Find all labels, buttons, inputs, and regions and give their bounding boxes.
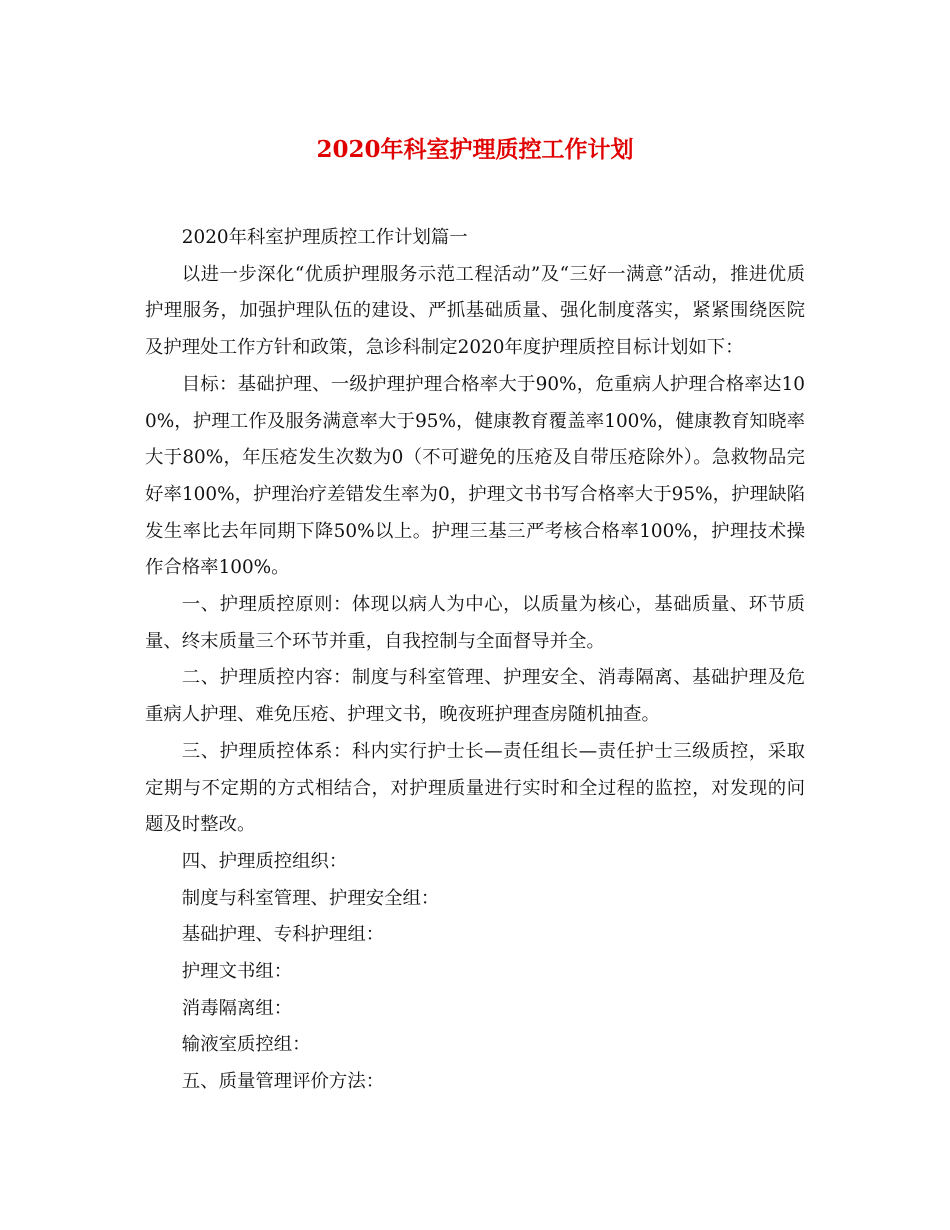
paragraph-group-infusion: 输液室质控组：: [181, 1034, 311, 1056]
paragraph-system: 三、护理质控体系：科内实行护士长—责任组长—责任护士三级质控，采取定期与不定期的方式相结合，对护理质量进行实时和全过程的监控，对发现的问题及时整改。: [145, 740, 805, 836]
document-title: 2020年科室护理质控工作计划: [316, 136, 634, 163]
document-body: [145, 220, 805, 1101]
paragraph-evaluation: 五、质量管理评价方法：: [181, 1071, 385, 1093]
paragraph-group-basic-care: 基础护理、专科护理组：: [181, 924, 385, 946]
paragraph-group-disinfection: 消毒隔离组：: [181, 997, 293, 1019]
paragraph-content: 二、护理质控内容：制度与科室管理、护理安全、消毒隔离、基础护理及危重病人护理、难免压疮、护理文书，晚夜班护理查房随机抽查。: [145, 667, 805, 726]
paragraph-goals: 目标：基础护理、一级护理护理合格率大于90%，危重病人护理合格率达100%，护理工作及服务满意率大于95%，健康教育覆盖率100%，健康教育知晓率大于80%，年压疮发生次数为0（不可避免的压疮及自带压疮除外）。急救物品完好率100%，护理治疗差错发生率为0，护理文书书写合格率大于95%，护理缺陷发生率比去年同期下降50%以上。护理三基三严考核合格率100%，护理技术操作合格率100%。: [145, 373, 805, 579]
paragraph-subtitle: 2020年科室护理质控工作计划篇一: [181, 227, 468, 248]
paragraph-group-management: 制度与科室管理、护理安全组：: [181, 887, 440, 909]
paragraph-principles: 一、护理质控原则：体现以病人为中心，以质量为核心，基础质量、环节质量、终末质量三个环节并重，自我控制与全面督导并全。: [145, 594, 805, 652]
paragraph-organization: 四、护理质控组织：: [181, 850, 348, 872]
paragraph-intro: 以进一步深化“优质护理服务示范工程活动”及“三好一满意”活动，推进优质护理服务，加强护理队伍的建设、严抓基础质量、强化制度落实，紧紧围绕医院及护理处工作方针和政策，急诊科制定2020年度护理质控目标计划如下：: [145, 263, 805, 359]
paragraph-group-documents: 护理文书组：: [181, 961, 293, 983]
